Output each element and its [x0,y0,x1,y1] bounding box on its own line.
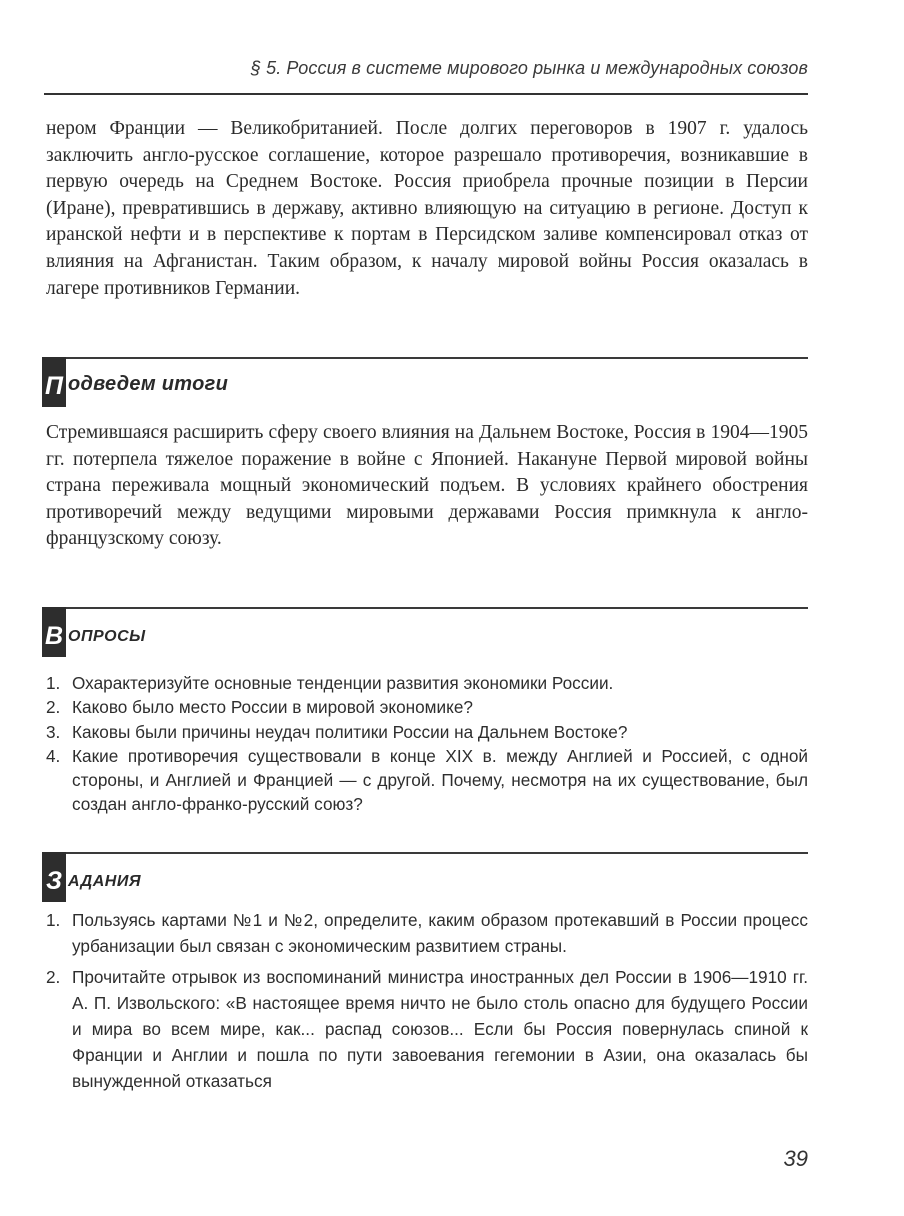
item-number: 1. [46,673,61,693]
section-rule [66,607,808,609]
item-number: 3. [46,721,61,742]
item-text: Пользуясь картами №1 и №2, определите, каким образом протекавший в России процесс урбанизации был связан с экономическим развитием страны. [72,910,808,956]
item-text: Каковы были причины неудач политики России на Дальнем Востоке? [72,721,628,742]
section-heading-questions [42,607,808,665]
item-text: Охарактеризуйте основные тенденции развития экономики России. [72,673,614,693]
section-heading-summary [42,357,808,415]
section-rule [66,357,808,359]
header-rule [44,93,808,95]
list-item [46,695,808,719]
page-number: 39 [783,1146,808,1171]
heading-initial-block: П [42,357,66,407]
section-heading-tasks [42,852,808,910]
item-text: Какие противоречия существовали в конце XIX в. между Англией и Россией, с одной стороны, и Англией и Францией — с другой. Почему, несмотря на их существование, был создан англо-франко-русский союз? [72,745,808,815]
section-rule [66,852,808,854]
item-number: 2. [46,697,61,718]
tasks-list [46,907,808,1099]
item-number: 2. [46,967,61,987]
list-item [46,744,808,817]
item-number: 4. [46,745,61,766]
heading-initial-block: В [42,607,66,657]
item-text: Каково было место России в мировой экономике? [72,697,473,718]
list-item [46,907,808,959]
intro-paragraph: нером Франции — Великобританией. После долгих переговоров в 1907 г. удалось заключить англо-русское соглашение, которое разрешало противоречия, возникавшие в первую очередь на Среднем Востоке. Россия приобрела прочные позиции в Персии (Иране), превратившись в державу, активно влияющую на ситуацию в регионе. Доступ к иранской нефти и в перспективе к портам в Персидском заливе компенсировал отказ от влияния на Афганистан. Таким образом, к началу мировой войны Россия оказалась в лагере противников Германии. [46,118,808,299]
item-number: 1. [46,910,61,930]
heading-text: ОПРОСЫ [68,628,146,645]
item-text: Прочитайте отрывок из воспоминаний министра иностранных дел России в 1906—1910 гг. А. П. Извольского: «В настоящее время ничто не было столь опасно для будущего России и мира во всем мире, как... распад союзов... Если бы Россия повернулась спиной к Франции и Англии и пошла по пути завоевания гегемонии в Азии, она оказалась бы вынужденной отказаться [72,967,808,1091]
list-item [46,720,808,744]
heading-initial-block: З [42,852,66,902]
list-item [46,671,808,695]
questions-list [46,671,808,817]
running-header-title: § 5. Россия в системе мирового рынка и международных союзов [250,58,808,78]
list-item [46,964,808,1094]
summary-paragraph: Стремившаяся расширить сферу своего влияния на Дальнем Востоке, Россия в 1904—1905 гг. потерпела тяжелое поражение в войне с Японией. Накануне Первой мировой войны страна переживала мощный экономический подъем. В условиях крайнего обострения противоречий между ведущими мировыми державами Россия примкнула к англо-французскому союзу. [46,422,808,550]
heading-text: одведем итоги [68,373,229,395]
heading-text: АДАНИЯ [68,873,141,890]
